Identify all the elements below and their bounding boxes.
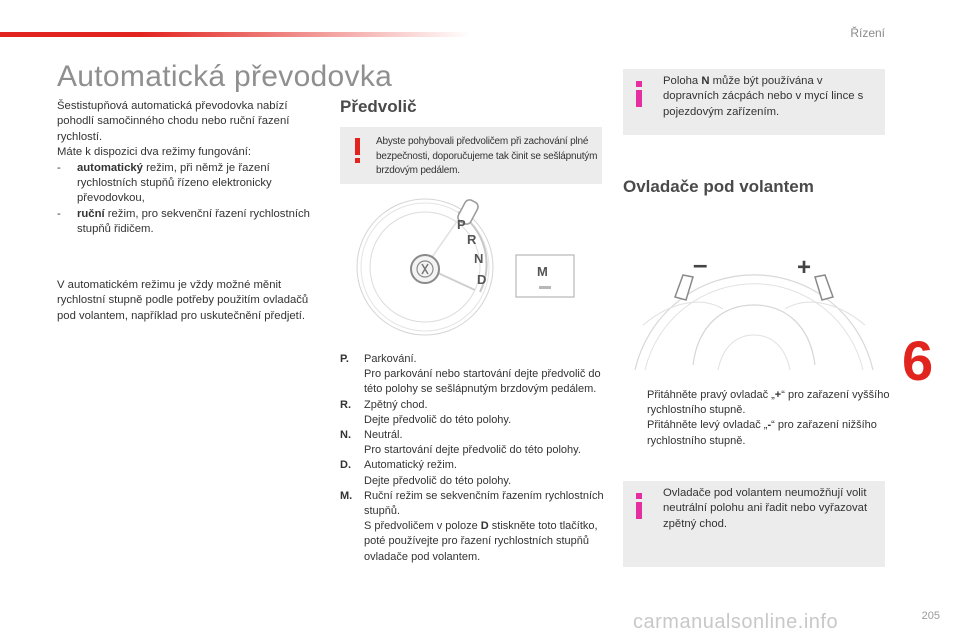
info-box-paddles: [623, 481, 885, 567]
selector-letter-p: P: [457, 217, 466, 232]
list-item: Přitáhněte pravý ovladač „+“ pro zařazení vyššího rychlostního stupně.: [647, 389, 890, 417]
legend-row: R. Zpětný chod.: [340, 398, 428, 411]
legend-row: D. Automatický režim.: [340, 459, 457, 472]
intro-paragraph: Šestistupňová automatická převodovka nabízí pohodlí samočinného chodu nebo ruční řazení rychlostí.: [57, 100, 290, 143]
warning-text: Abyste pohybovali předvoličem při zachování plné bezpečnosti, doporučujeme tak činit se sešlápnutým brzdovým pedálem.: [376, 136, 598, 177]
selector-letter-n: N: [474, 251, 484, 266]
header-accent-bar: [0, 32, 470, 37]
legend-row: Pro startování dejte předvolič do této polohy.: [364, 444, 581, 457]
info-text-paddles: Ovladače pod volantem neumožňují volit neutrální polohu ani řadit nebo vyřazovat zpětný chod.: [663, 487, 868, 530]
paddle-plus-label: +: [797, 254, 812, 281]
section-label: Řízení: [850, 26, 885, 40]
list-item: - automatický režim, při němž je řazení rychlostních stupňů řízeno elektronicky převodovkou,: [57, 161, 272, 205]
paddle-minus-label: –: [693, 249, 708, 279]
m-button-label: M: [537, 264, 548, 279]
paddle-instructions: [623, 388, 893, 449]
legend-row: Dejte předvolič do této polohy.: [364, 413, 512, 426]
legend-row: Pro parkování nebo startování dejte předvolič do této polohy se sešlápnutým brzdovým pedálem.: [364, 368, 601, 396]
selector-positions-legend: [340, 352, 610, 565]
warning-icon: [353, 138, 363, 164]
chapter-number: 6: [902, 329, 934, 392]
list-item: Přitáhněte levý ovladač „-“ pro zařazení nižšího rychlostního stupně.: [647, 419, 877, 447]
intro-text: [57, 99, 319, 238]
gear-selector-illustration: [340, 192, 610, 342]
legend-row: N. Neutrál.: [340, 429, 403, 442]
legend-row: Dejte předvolič do této polohy.: [364, 474, 512, 487]
list-item: - ruční režim, pro sekvenční řazení rychlostních stupňů řidičem.: [57, 207, 310, 236]
legend-row: P. Parkování.: [340, 353, 417, 365]
mode-name: automatický: [77, 161, 143, 174]
steering-wheel-illustration: [623, 205, 885, 375]
selector-letter-d: D: [477, 272, 487, 287]
watermark: carmanualsonline.info: [633, 611, 839, 633]
legend-row: M. Ruční režim se sekvenčním řazením rychlostních stupňů.: [340, 489, 604, 518]
page-title: Automatická převodovka: [57, 60, 393, 93]
heading-ovladace: Ovladače pod volantem: [623, 177, 814, 196]
selector-letter-r: R: [467, 232, 477, 247]
page-number: 205: [921, 610, 940, 622]
heading-predvolic: Předvolič: [340, 97, 417, 116]
mode-name: ruční: [77, 207, 105, 220]
intro-paragraph-auto: V automatickém režimu je vždy možné měnit rychlostní stupně podle potřeby použitím ovladačů pod volantem, například pro uskutečnění předjetí.: [57, 279, 309, 322]
intro-modes-lead: Máte k dispozici dva režimy fungování:: [57, 146, 252, 159]
legend-row: S předvoličem v poloze D stiskněte toto tlačítko, poté používejte pro řazení rychlostních stupňů ovladače pod volantem.: [364, 520, 598, 563]
warning-box: [340, 127, 602, 184]
info-text-neutral: Poloha N může být používána v dopravních zácpách nebo v mycí lince s pojezdovým zařízením.: [663, 75, 864, 118]
info-box-neutral: [623, 69, 885, 135]
